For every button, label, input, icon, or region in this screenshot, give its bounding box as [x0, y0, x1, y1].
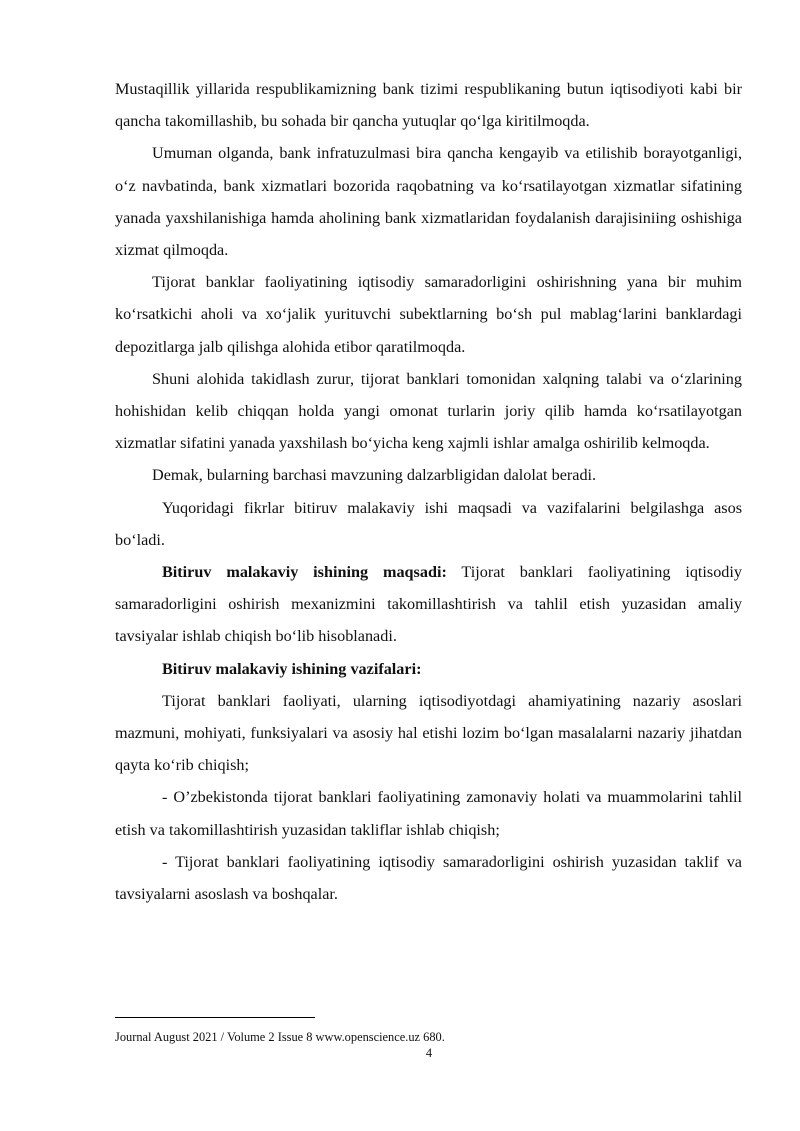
goal-text: Tijorat banklari faoliyatining iqtisodiy samaradorligini oshirish mexanizmini takomillashtirish va tahlil etish yuzasidan amaliy tavsiyalar ishlab chiqish bo‘lib hisoblanadi.	[115, 563, 742, 646]
paragraph-7	[115, 556, 742, 653]
paragraph-2: Umuman olganda, bank infratuzulmasi bira qancha kengayib va etilishib borayotganligi, o‘z navbatinda, bank xizmatlari bozorida raqobatning va ko‘rsatilayotgan xizmatlar sifatining yanada yaxshilanishiga hamda aholining bank xizmatlaridan foydalanish darajisiniing oshishiga xizmat qilmoqda.	[115, 144, 742, 260]
page-number: 4	[425, 1046, 433, 1060]
paragraph-5: Demak, bularning barchasi mavzuning dalzarbligidan dalolat beradi.	[152, 466, 597, 485]
tasks-heading-text: Bitiruv malakaviy ishining vazifalari:	[162, 659, 422, 678]
paragraph-6: Yuqoridagi fikrlar bitiruv malakaviy ishi maqsadi va vazifalarini belgilashga asos bo‘ladi.	[115, 498, 742, 549]
footnote-divider	[115, 1017, 315, 1018]
paragraph-4: Shuni alohida takidlash zurur, tijorat banklari tomonidan xalqning talabi va o‘zlarining hohishidan kelib chiqqan holda yangi omonat turlarin joriy qilib hamda ko‘rsatilayotgan xizmatlar sifatini yanada yaxshilash bo‘yicha keng xajmli ishlar amalga oshirilib kelmoqda.	[115, 369, 742, 453]
footnote: Journal August 2021 / Volume 2 Issue 8 www.openscience.uz 680.	[115, 1030, 445, 1044]
tasks-heading	[115, 653, 742, 685]
paragraph-1: Mustaqillik yillarida respublikamizning bank tizimi respublikaning butun iqtisodiyoti kabi bir qancha takomillashib, bu sohada bir qancha yutuqlar qo‘lga kiritilmoqda.	[115, 80, 742, 131]
paragraph-task-1: Tijorat banklari faoliyati, ularning iqtisodiyotdagi ahamiyatining nazariy asoslari mazmuni, mohiyati, funksiyalari va asosiy hal etishi lozim bo‘lgan masalalarni nazariy jihatdan qayta ko‘rib chiqish;	[115, 691, 742, 775]
paragraph-3: Tijorat banklar faoliyatining iqtisodiy samaradorligini oshirishning yana bir muhim ko‘rsatkichi aholi va xo‘jalik yurituvchi subektlarning bo‘sh pul mablag‘larini banklardagi depozitlarga jalb qilishga alohida etibor qaratilmoqda.	[115, 273, 742, 356]
goal-label: Bitiruv malakaviy ishining maqsadi:	[162, 563, 447, 582]
paragraph-task-3: - Tijorat banklari faoliyatining iqtisodiy samaradorligini oshirish yuzasidan taklif va tavsiyalarni asoslash va boshqalar.	[115, 852, 742, 904]
page-body	[115, 73, 742, 910]
paragraph-task-2: - O’zbekistonda tijorat banklari faoliyatining zamonaviy holati va muammolarini tahlil etish va takomillashtirish yuzasidan takliflar ishlab chiqish;	[115, 788, 742, 839]
